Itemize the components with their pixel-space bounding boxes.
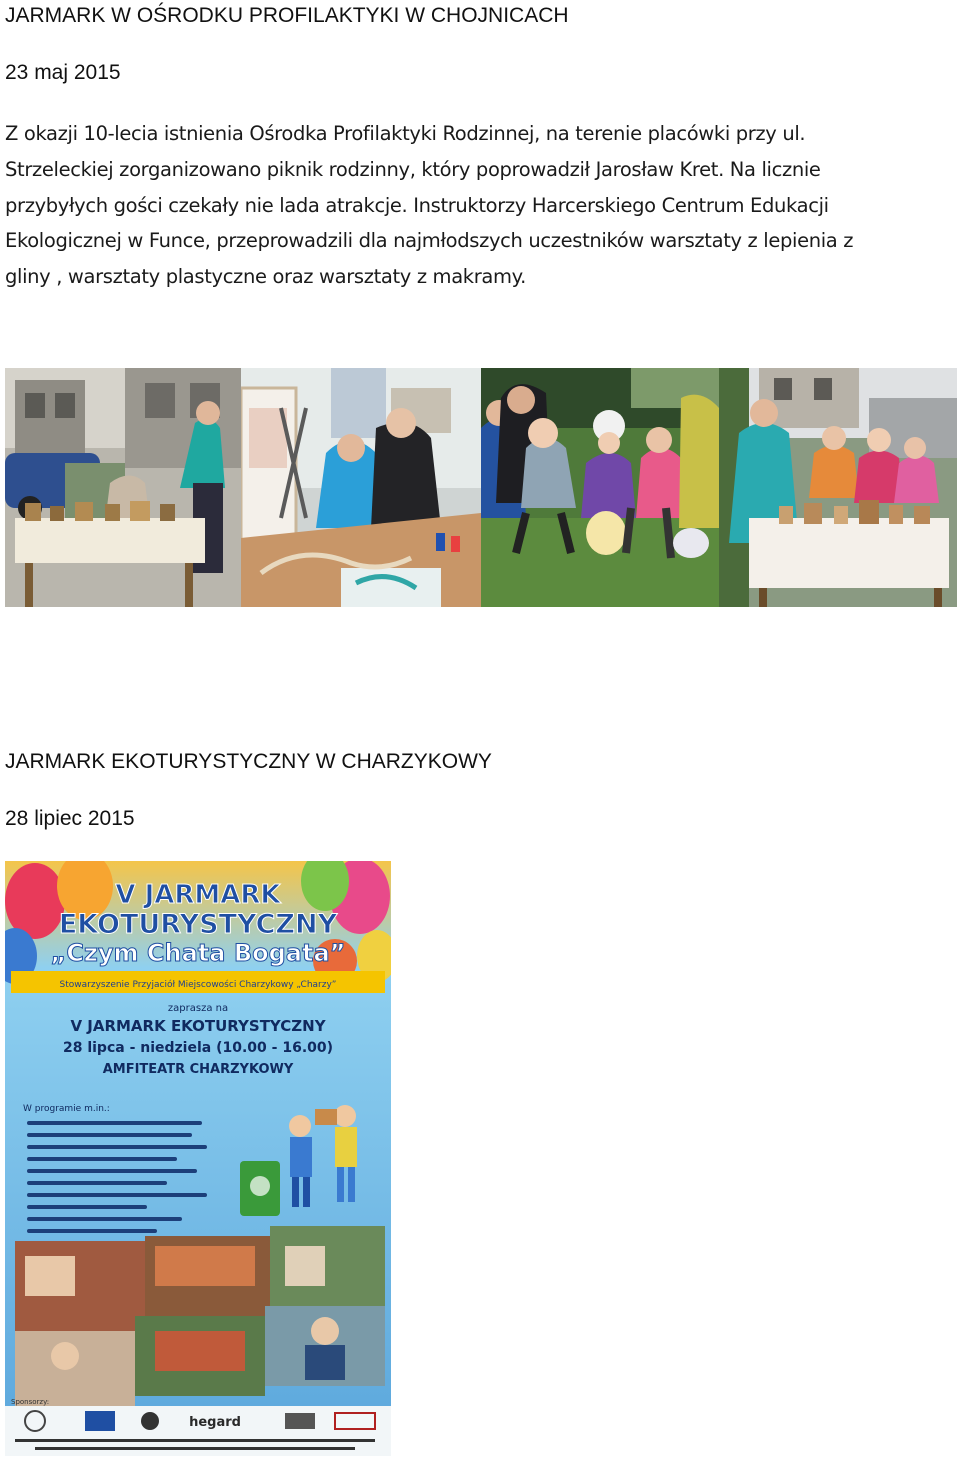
photo-craft-stall (5, 368, 241, 607)
poster-where: AMFITEATR CHARZYKOWY (102, 1062, 294, 1077)
paragraph-line: gliny , warsztaty plastyczne oraz warsztaty z makramy. (5, 265, 526, 289)
poster-sponsors-label: Sponsorzy: (11, 1398, 50, 1406)
paragraph-line: Z okazji 10-lecia istnienia Ośrodka Profilaktyki Rodzinnej, na terenie placówki przy ul. (5, 122, 806, 145)
poster-title-line1: V JARMARK (115, 880, 281, 910)
poster-title-line3: „Czym Chata Bogata” (50, 939, 346, 967)
section1-paragraph (5, 116, 945, 295)
photo-pottery-table (719, 368, 957, 607)
poster-title-line2: EKOTURYSTYCZNY (58, 909, 338, 940)
paragraph-line: przybyłych gości czekały nie lada atrakcje. Instruktorzy Harcerskiego Centrum Edukacji (5, 193, 829, 217)
poster-when: 28 lipca - niedziela (10.00 - 16.00) (62, 1040, 334, 1056)
poster-organizer: Stowarzyszenie Przyjaciół Miejscowości Charzykowy „Charzy” (59, 980, 337, 990)
poster-invite: zaprasza na (167, 1003, 229, 1014)
paragraph-line: Ekologicznej w Funce, przeprowadzili dla najmłodszych uczestników warsztaty z lepienia z (5, 229, 854, 253)
photo-children-grass (481, 368, 719, 607)
section2-title: JARMARK EKOTURYSTYCZNY W CHARZYKOWY (5, 750, 492, 773)
poster-sponsor-logo: hegard (189, 1415, 241, 1430)
poster-program-heading: W programie m.in.: (23, 1104, 110, 1114)
photo-macrame-table (241, 368, 481, 607)
poster-event: V JARMARK EKOTURYSTYCZNY (70, 1017, 326, 1035)
paragraph-line: Strzeleckiej zorganizowano piknik rodzinny, który poprowadził Jarosław Kret. Na licznie (5, 157, 821, 181)
event-poster (5, 861, 391, 1456)
section1-date: 23 maj 2015 (5, 61, 121, 84)
section2-date: 28 lipiec 2015 (5, 807, 135, 830)
section1-title: JARMARK W OŚRODKU PROFILAKTYKI W CHOJNICACH (5, 4, 569, 27)
